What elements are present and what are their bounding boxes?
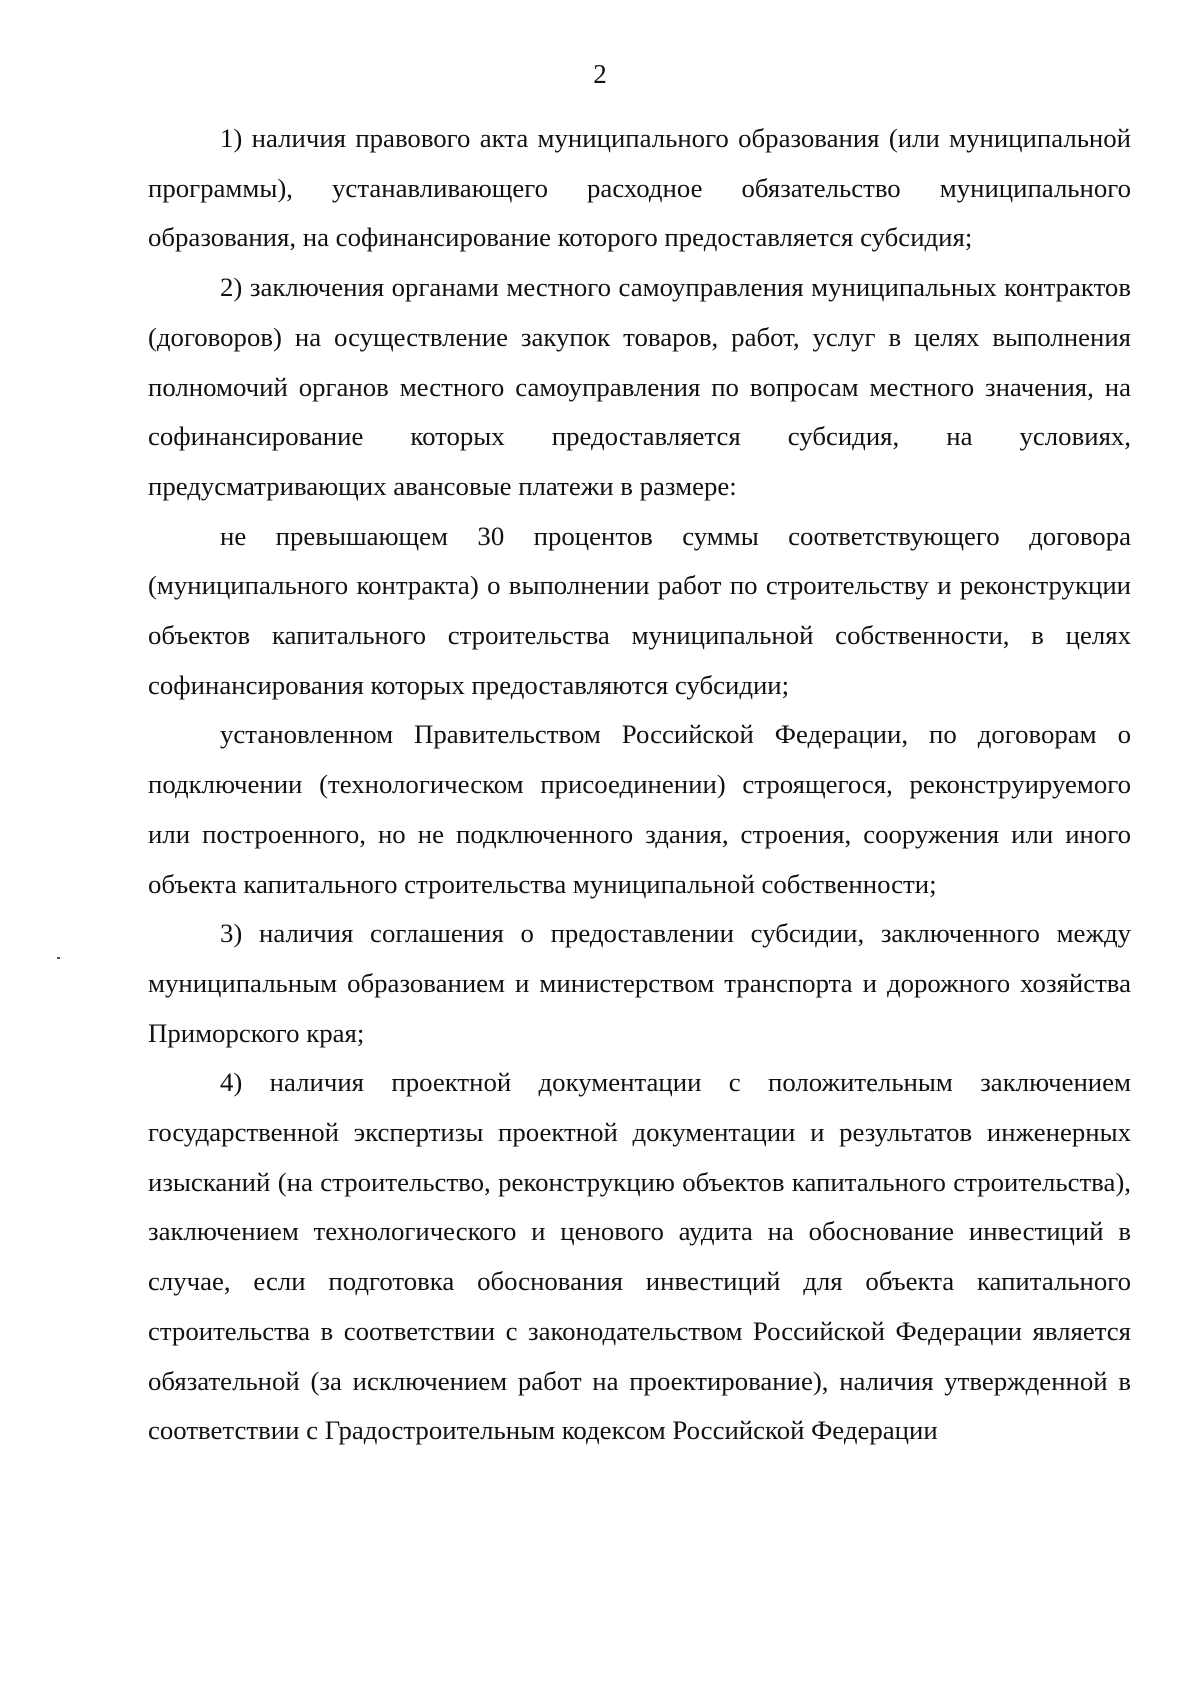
document-body	[148, 114, 1131, 1456]
paragraph-advance-government-set: установленном Правительством Российской Федерации, по договорам о подключении (технологическом присоединении) строящегося, реконструируемого или построенного, но не подключенного здания, строения, сооружения или иного объекта капитального строительства муниципальной собственности;	[148, 719, 1131, 899]
paragraph-item-4: 4) наличия проектной документации с положительным заключением государственной экспертизы проектной документации и результатов инженерных изысканий (на строительство, реконструкцию объектов капитального строительства), заключением технологического и ценового аудита на обоснование инвестиций в случае, если подготовка обоснования инвестиций для объекта капитального строительства в соответствии с законодательством Российской Федерации является обязательной (за исключением работ на проектирование), наличия утвержденной в соответствии с Градостроительным кодексом Российской Федерации	[148, 1067, 1131, 1446]
page-number: 2	[593, 59, 607, 89]
paragraph-item-3: 3) наличия соглашения о предоставлении субсидии, заключенного между муниципальным образованием и министерством транспорта и дорожного хозяйства Приморского края;	[148, 918, 1131, 1048]
scan-artifact-mark	[57, 957, 60, 959]
paragraph-item-2: 2) заключения органами местного самоуправления муниципальных контрактов (договоров) на осуществление закупок товаров, работ, услуг в целях выполнения полномочий органов местного самоуправления по вопросам местного значения, на софинансирование которых предоставляется субсидия, на условиях, предусматривающих авансовые платежи в размере:	[148, 272, 1131, 501]
paragraph-item-1: 1) наличия правового акта муниципального образования (или муниципальной программы), устанавливающего расходное обязательство муниципального образования, на софинансирование которого предоставляется субсидия;	[148, 123, 1131, 253]
paragraph-advance-30-percent: не превышающем 30 процентов суммы соответствующего договора (муниципального контракта) о выполнении работ по строительству и реконструкции объектов капитального строительства муниципальной собственности, в целях софинансирования которых предоставляются субсидии;	[148, 520, 1131, 700]
